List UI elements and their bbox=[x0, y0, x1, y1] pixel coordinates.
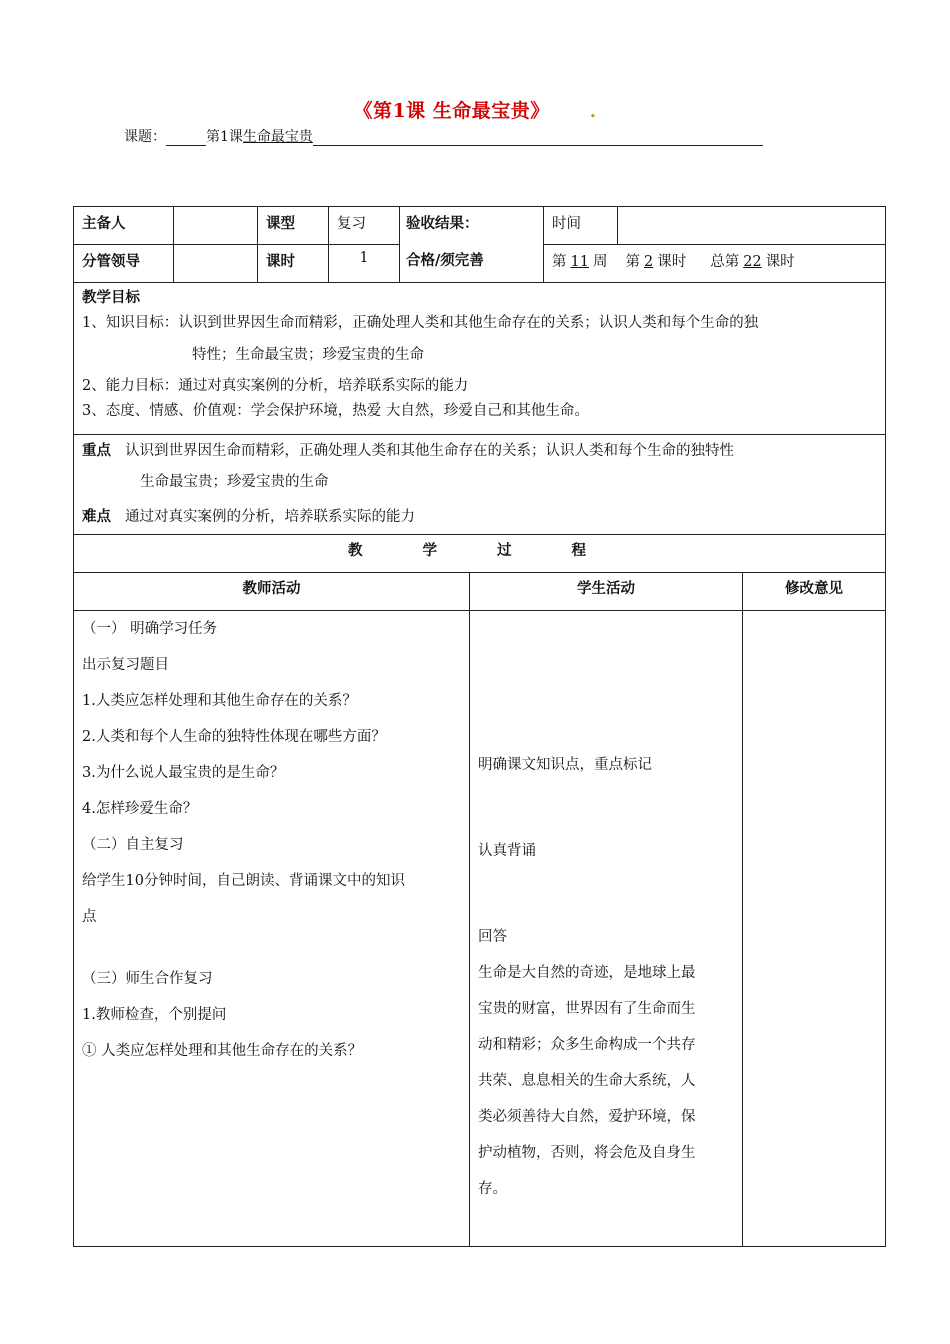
column-header-row bbox=[74, 573, 886, 611]
course-type-value: 复习 bbox=[329, 207, 400, 245]
time-label: 时间 bbox=[544, 207, 618, 245]
teacher-section-3-text: 1.教师检查，个别提问 bbox=[82, 1007, 227, 1023]
teacher-question-2: 2.人类和每个人生命的独特性体现在哪些方面？ bbox=[82, 729, 386, 745]
course-type-label: 课型 bbox=[258, 207, 329, 245]
period-number: 2 bbox=[643, 254, 654, 270]
total-prefix: 总第 bbox=[710, 254, 740, 270]
total-number: 22 bbox=[743, 254, 762, 270]
supervisor-value bbox=[174, 245, 258, 283]
teacher-section-1-text: 出示复习题目 bbox=[82, 657, 169, 673]
activity-row bbox=[74, 611, 886, 1247]
pass-label: 合格/须完善 bbox=[406, 252, 484, 269]
process-char-4: 程 bbox=[571, 542, 586, 559]
title-text: 《第1课 生命最宝贵》 bbox=[353, 100, 550, 122]
goal-attitude: 3、态度、情感、价值观：学会保护环境，热爱 大自然，珍爱自己和其他生命。 bbox=[82, 403, 589, 419]
subject-label: 课题： bbox=[124, 129, 166, 145]
goals-row bbox=[74, 283, 886, 435]
week-prefix: 第 bbox=[552, 254, 567, 270]
key-difficulty-row bbox=[74, 435, 886, 535]
student-answer-line-2: 宝贵的财富，世界因有了生命而生 bbox=[478, 1001, 696, 1017]
teacher-column-header: 教师活动 bbox=[74, 573, 470, 611]
teacher-activity-cell bbox=[74, 611, 470, 1247]
revise-column-header: 修改意见 bbox=[743, 573, 886, 611]
header-row-1 bbox=[74, 207, 886, 245]
student-column-header: 学生活动 bbox=[470, 573, 743, 611]
key-line1 bbox=[82, 438, 877, 464]
goal-ability: 2、能力目标：通过对真实案例的分析，培养联系实际的能力 bbox=[82, 378, 469, 394]
student-answer-line-4: 共荣、息息相关的生命大系统，人 bbox=[478, 1073, 696, 1089]
goals-cell bbox=[74, 283, 886, 435]
teacher-section-2-text-cont: 点 bbox=[82, 909, 97, 925]
title-mark: . bbox=[589, 101, 597, 122]
total-suffix: 课时 bbox=[765, 254, 795, 270]
teacher-question-4: 4.怎样珍爱生命？ bbox=[82, 801, 198, 817]
student-answer-line-6: 护动植物，否则，将会危及自身生 bbox=[478, 1145, 696, 1161]
difficulty-line bbox=[82, 500, 877, 534]
key-difficulty-cell bbox=[74, 435, 886, 535]
student-activity-3: 回答 bbox=[478, 929, 507, 945]
process-title bbox=[74, 535, 886, 573]
main-preparer-value bbox=[174, 207, 258, 245]
student-activity-2: 认真背诵 bbox=[478, 843, 536, 859]
teacher-section-2-text: 给学生10分钟时间，自己朗读、背诵课文中的知识 bbox=[82, 873, 405, 889]
student-answer-line-7: 存。 bbox=[478, 1181, 507, 1197]
process-char-1: 教 bbox=[348, 542, 363, 559]
goal-knowledge-line1: 1、知识目标：认识到世界因生命而精彩，正确处理人类和其他生命存在的关系；认识人类和每个生命的独 bbox=[82, 315, 759, 331]
teacher-section-1: （一） 明确学习任务 bbox=[82, 621, 218, 637]
goals-heading: 教学目标 bbox=[82, 289, 140, 306]
lesson-plan-table bbox=[73, 206, 886, 1247]
week-suffix: 周 bbox=[592, 254, 608, 270]
subject-line bbox=[124, 126, 763, 146]
key-label: 重点 bbox=[82, 442, 111, 459]
difficulty-text: 通过对真实案例的分析，培养联系实际的能力 bbox=[125, 509, 415, 525]
process-char-3: 过 bbox=[497, 542, 512, 559]
main-preparer-label: 主备人 bbox=[74, 207, 174, 245]
time-value bbox=[618, 207, 886, 245]
key-line2: 生命最宝贵；珍爱宝贵的生命 bbox=[140, 474, 329, 490]
hours-value: 1 bbox=[329, 245, 400, 283]
hours-label: 课时 bbox=[258, 245, 329, 283]
difficulty-label: 难点 bbox=[82, 508, 111, 525]
student-answer-line-3: 动和精彩；众多生命构成一个共存 bbox=[478, 1037, 696, 1053]
acceptance-cell bbox=[400, 207, 544, 283]
subject-underline bbox=[313, 131, 763, 146]
process-char-2: 学 bbox=[422, 542, 437, 559]
student-answer-line-1: 生命是大自然的奇迹，是地球上最 bbox=[478, 965, 696, 981]
key-text-1: 认识到世界因生命而精彩，正确处理人类和其他生命存在的关系；认识人类和每个生命的独特性 bbox=[125, 443, 734, 459]
period-suffix: 课时 bbox=[657, 254, 687, 270]
period-prefix: 第 bbox=[625, 254, 640, 270]
schedule-cell bbox=[544, 245, 886, 283]
page-title bbox=[0, 96, 950, 123]
student-activity-1: 明确课文知识点，重点标记 bbox=[478, 757, 652, 773]
subject-prefix: 第1课 bbox=[206, 129, 243, 145]
supervisor-label: 分管领导 bbox=[74, 245, 174, 283]
subject-blank bbox=[166, 131, 206, 146]
student-answer-line-5: 类必须善待大自然，爱护环境，保 bbox=[478, 1109, 696, 1125]
teacher-question-1: 1.人类应怎样处理和其他生命存在的关系？ bbox=[82, 693, 357, 709]
subject-value: 生命最宝贵 bbox=[242, 129, 313, 145]
teacher-section-2: （二）自主复习 bbox=[82, 837, 184, 853]
goal-knowledge-line2: 特性；生命最宝贵；珍爱宝贵的生命 bbox=[192, 347, 424, 363]
revise-cell bbox=[743, 611, 886, 1247]
acceptance-label: 验收结果： bbox=[406, 215, 479, 232]
week-number: 11 bbox=[570, 254, 589, 270]
process-title-row bbox=[74, 535, 886, 573]
teacher-section-3-question: ① 人类应怎样处理和其他生命存在的关系？ bbox=[82, 1043, 363, 1059]
teacher-section-3: （三）师生合作复习 bbox=[82, 971, 213, 987]
student-activity-cell bbox=[470, 611, 743, 1247]
teacher-question-3: 3.为什么说人最宝贵的是生命？ bbox=[82, 765, 285, 781]
